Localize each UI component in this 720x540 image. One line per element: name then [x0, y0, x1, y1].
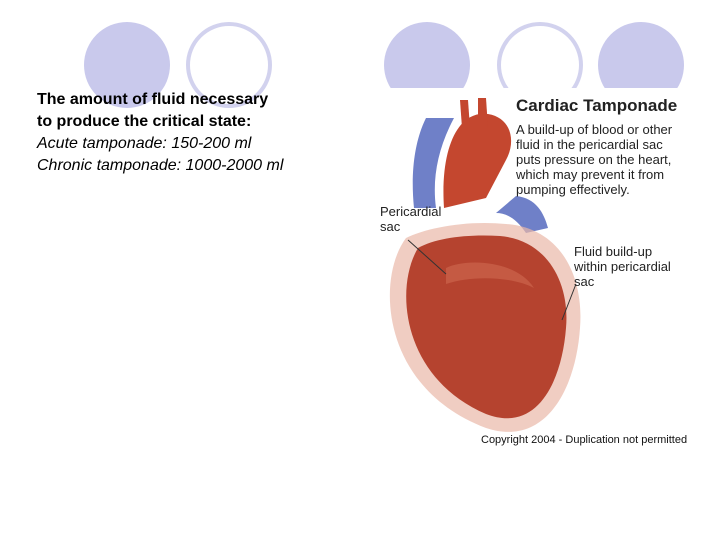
acute-tamponade-line: Acute tamponade: 150-200 ml — [37, 135, 252, 152]
copyright-notice: Copyright 2004 - Duplication not permitted — [481, 434, 688, 446]
figure-title: Cardiac Tamponade — [516, 96, 678, 115]
slide-body-text — [37, 89, 287, 177]
cardiac-tamponade-figure — [366, 88, 700, 460]
aorta-shape — [443, 114, 511, 208]
lead-text: The amount of fluid necessary to produce the critical state: — [37, 91, 269, 130]
fluid-buildup-label: Fluid build-up within pericardial sac — [574, 244, 671, 289]
pericardial-sac-label: Pericardial sac — [380, 204, 442, 234]
chronic-tamponade-line: Chronic tamponade: 1000-2000 ml — [37, 157, 284, 174]
figure-description: A build-up of blood or other fluid in the pericardial sac puts pressure on the heart, which may prevent it from pumping effectively. — [516, 122, 673, 197]
